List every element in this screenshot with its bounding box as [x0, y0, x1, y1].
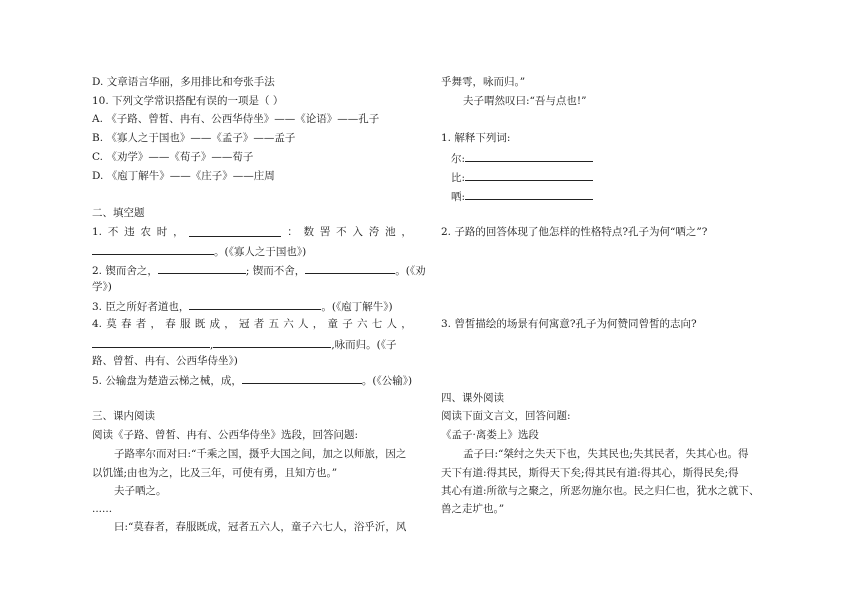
q1-char: ，: [173, 226, 184, 238]
q1-char: ，: [401, 226, 412, 238]
q4-blank-1[interactable]: [92, 336, 210, 348]
q4-char: 者: [253, 318, 265, 330]
question-1: 1. 解释下列词:: [441, 132, 511, 144]
word-label: 比:: [451, 172, 466, 184]
word-er: [451, 150, 593, 166]
q2-blank-2[interactable]: [305, 262, 395, 274]
q1-char: 不: [107, 226, 119, 238]
word-shen: [451, 188, 593, 204]
q1-char: 农: [140, 226, 151, 238]
q4-char: ，: [312, 318, 324, 330]
fill-q2: [92, 262, 426, 278]
q4-char: ，: [150, 318, 162, 330]
extra-reading-intro: 阅读下面文言文，回答问题:: [441, 410, 571, 422]
q4-char: 冠: [239, 318, 250, 330]
q2-blank-1[interactable]: [158, 262, 246, 274]
q3-head: 3. 臣之所好者道也，: [92, 301, 190, 313]
extra-passage-line2: 天下有道:得其民，斯得天下矣;得其民有道:得其心，斯得民矣;得: [441, 467, 739, 479]
q2-head: 2. 锲而舍之，: [92, 265, 158, 277]
q1-char: 数: [303, 226, 315, 238]
q4-char: 人: [386, 318, 398, 330]
q4-char: 者: [135, 318, 147, 330]
extra-reading-heading: 四、课外阅读: [441, 392, 504, 404]
passage-p4: 夫子喟然叹曰:“吾与点也!”: [463, 95, 587, 107]
fill-q4-line2: [92, 336, 397, 352]
q1-char: 池: [385, 226, 396, 238]
q4-char: 服: [180, 318, 191, 330]
extra-passage-line3: 其心有道:所欲与之聚之，所恶勿施尔也。民之归仁也，犹水之就下、: [441, 485, 760, 497]
extra-reading-source: 《孟子·离娄上》选段: [441, 429, 539, 441]
extra-passage-line1: 孟子曰:“桀纣之失天下也，失其民也;失其民者，失其心也。得: [463, 448, 749, 460]
word-label: 哂:: [451, 191, 466, 203]
q3-tail: 。(《庖丁解牛》): [321, 301, 393, 313]
q9-option-d: D. 文章语言华丽，多用排比和夸张手法: [92, 76, 275, 88]
passage-p2: 夫子哂之。: [114, 485, 167, 497]
q1-source: 。(《寡人之于国也》): [214, 246, 307, 258]
fill-section-heading: 二、填空题: [92, 207, 145, 219]
fill-q4-line3: 路、曾皙、冉有、公西华侍坐》): [92, 355, 238, 367]
q10-stem: 10. 下列文学常识搭配有误的一项是（ ）: [92, 95, 284, 107]
passage-p3-line2: 乎舞雩，咏而归。”: [441, 76, 526, 88]
q3-blank[interactable]: [189, 298, 321, 310]
passage-p1-line2: 以饥馑;由也为之，比及三年，可使有勇，且知方也。”: [92, 467, 338, 479]
fill-q1-line1: [92, 225, 412, 239]
q4-char: ，: [401, 318, 412, 330]
q4-char: 五: [268, 318, 280, 330]
q4-blank-2[interactable]: [213, 336, 331, 348]
q4-char: 莫: [106, 318, 117, 330]
word-label: 尔:: [451, 153, 466, 165]
word-bi: [451, 169, 593, 185]
passage-p3-line1: 曰:“莫春者，春服既成，冠者五六人，童子六七人，浴乎沂，风: [114, 521, 407, 533]
fill-q4-line1: [92, 317, 412, 331]
q4-char: ，: [224, 318, 235, 330]
q4-sep: ,: [210, 339, 214, 351]
q4-char: 春: [121, 318, 132, 330]
passage-ellipsis: ......: [92, 503, 113, 515]
q4-char: 童: [327, 318, 339, 330]
q2-tail: 。(《劝: [395, 265, 426, 277]
q1-blank-2[interactable]: [92, 243, 214, 255]
extra-passage-line4: 兽之走圹也。”: [441, 503, 505, 515]
q1-char: 违: [124, 226, 135, 238]
passage-p1-line1: 子路率尔而对曰:“千乘之国，摄乎大国之间，加之以师旅，因之: [114, 448, 407, 460]
fill-q2-cont: 学》): [92, 281, 112, 293]
q5-head: 5. 公输盘为楚造云梯之械，成，: [92, 375, 242, 387]
q1-char: 不: [336, 226, 347, 238]
q4-char: 六: [357, 318, 368, 330]
q4-char: 七: [371, 318, 383, 330]
word-bi-blank[interactable]: [465, 169, 593, 181]
q10-option-b: B. 《寡人之于国也》——《孟子》——孟子: [92, 132, 296, 144]
q4-char: 子: [342, 318, 353, 330]
q10-option-d: D. 《庖丁解牛》——《庄子》——庄周: [92, 170, 275, 182]
question-3: 3. 曾皙描绘的场景有何寓意?孔子为何赞同曾皙的志向?: [441, 318, 697, 330]
word-er-blank[interactable]: [465, 150, 593, 162]
q1-char: 罟: [319, 226, 331, 238]
q10-option-c: C. 《劝学》——《荀子》——荀子: [92, 151, 254, 163]
q1-char: 时: [156, 226, 168, 238]
q1-blank-1[interactable]: [189, 225, 281, 237]
fill-q1-line2: [92, 243, 306, 259]
reading-intro: 阅读《子路、曾皙、冉有、公西华侍坐》选段，回答问题:: [92, 429, 359, 441]
q5-blank[interactable]: [242, 372, 362, 384]
q1-char: 入: [352, 226, 363, 238]
q1-char: 洿: [368, 226, 380, 238]
question-2: 2. 子路的回答体现了他怎样的性格特点?孔子为何“哂之”?: [441, 226, 708, 238]
q4-char: 既: [194, 318, 206, 330]
q2-mid: ; 锲而不舍，: [245, 265, 306, 277]
q4-tail: ,咏而归。(《子: [331, 339, 397, 351]
q4-char: 成: [209, 318, 221, 330]
q4-char: 六: [283, 318, 294, 330]
q4-char: 人: [298, 318, 309, 330]
q4-char: 春: [165, 318, 176, 330]
fill-q3: [92, 298, 393, 314]
q1-num: 1.: [92, 226, 103, 238]
q5-tail: 。(《公输》): [361, 375, 413, 387]
q4-num: 4.: [92, 318, 103, 330]
fill-q5: [92, 372, 412, 388]
reading-section-heading: 三、课内阅读: [92, 410, 155, 422]
q10-option-a: A. 《子路、曾皙、冉有、公西华侍坐》——《论语》——孔子: [92, 113, 380, 125]
word-shen-blank[interactable]: [465, 188, 593, 200]
q1-char: ：: [287, 226, 298, 238]
